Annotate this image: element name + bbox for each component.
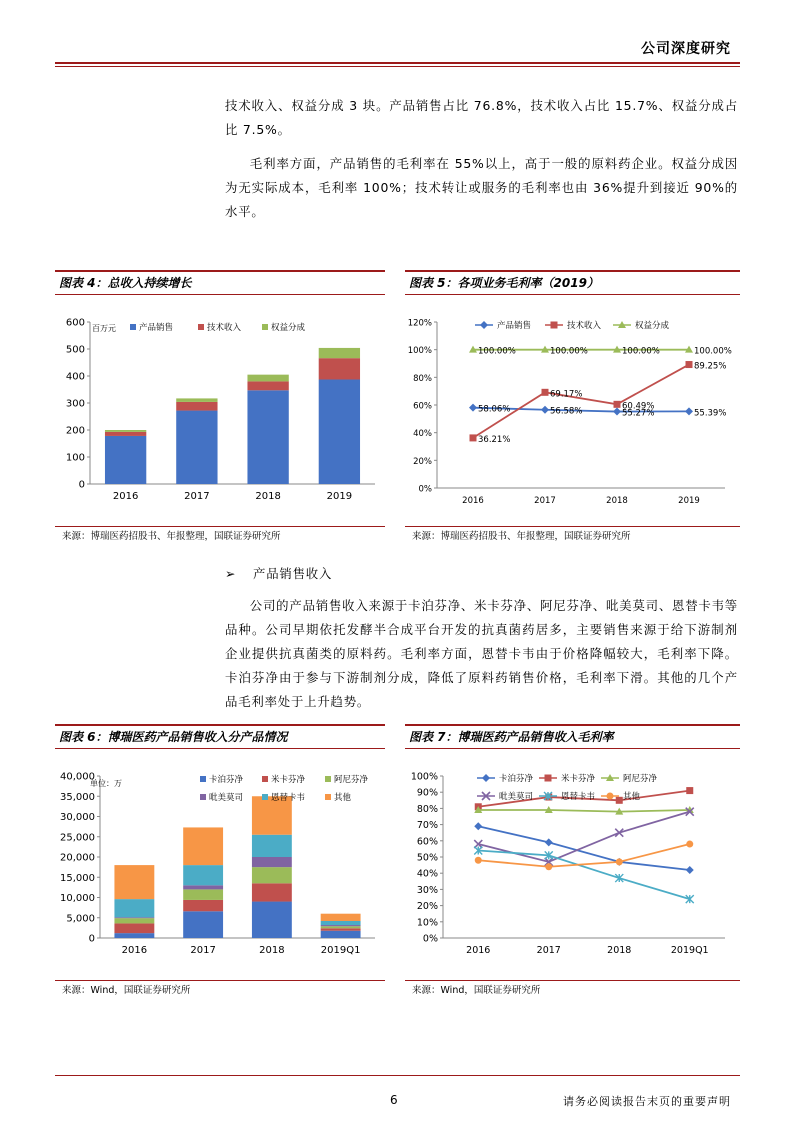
bar-segment	[176, 398, 217, 402]
bar-segment	[183, 889, 223, 900]
fig4-source: 来源：博瑞医药招股书、年报整理，国联证券研究所	[62, 531, 281, 542]
legend-swatch	[262, 776, 268, 782]
y-tick-label: 0%	[418, 484, 432, 495]
disclaimer-note: 请务必阅读报告末页的重要声明	[563, 1095, 731, 1108]
fig5-bottom-rule	[405, 526, 740, 527]
y-tick-label: 10%	[416, 917, 438, 929]
y-tick-label: 25,000	[60, 832, 95, 844]
y-tick-label: 30%	[416, 884, 438, 896]
bar-segment	[176, 402, 217, 411]
legend-label: 权益分成	[635, 321, 670, 331]
x-tick-label: 2019	[678, 496, 700, 506]
bar-segment	[247, 381, 288, 390]
x-tick-label: 2019Q1	[670, 945, 709, 956]
y-tick-label: 0%	[422, 933, 438, 945]
y-tick-label: 20,000	[60, 852, 95, 864]
unit-label: 百万元	[92, 324, 116, 333]
paragraph-revenue-share: 技术收入、权益分成 3 块。产品销售占比 76.8%，技术收入占比 15.7%、权益分成占比 7.5%。	[225, 98, 738, 137]
fig7-bottom-rule	[405, 980, 740, 981]
legend-label: 恩替卡韦	[271, 793, 306, 803]
paragraph-product-sales: 公司的产品销售收入来源于卡泊芬净、米卡芬净、阿尼芬净、吡美莫司、恩替卡韦等品种。公司早期依托发酵半合成平台开发的抗真菌药居多，主要销售来源于给下游制剂企业提供抗真菌类的原料药。毛利率方面，恩替卡韦由于价格降幅较大，毛利率下降。卡泊芬净由于参与下游制剂分成，降低了原料药销售价格，毛利率下滑。其他的几个产品毛利率处于上升趋势。	[225, 598, 738, 709]
bar-segment	[105, 432, 146, 436]
bar-segment	[105, 430, 146, 432]
data-point	[685, 407, 693, 415]
y-tick-label: 40%	[413, 429, 432, 440]
data-point	[686, 787, 693, 794]
bar-segment	[252, 902, 292, 938]
fig7-source: 来源：Wind，国联证券研究所	[412, 985, 541, 996]
bar-segment	[252, 883, 292, 901]
data-point	[469, 404, 477, 412]
legend-label: 阿尼芬净	[623, 774, 658, 784]
y-tick-label: 90%	[416, 787, 438, 799]
y-tick-label: 35,000	[60, 791, 95, 803]
y-tick-label: 100	[65, 452, 85, 464]
bar-segment	[321, 931, 361, 938]
legend-swatch	[325, 776, 331, 782]
x-tick-label: 2018	[255, 491, 281, 502]
legend-label: 卡泊芬净	[209, 775, 244, 785]
legend-marker	[480, 321, 488, 329]
bar-segment	[319, 380, 360, 484]
y-tick-label: 10,000	[60, 893, 95, 904]
x-tick-label: 2017	[190, 945, 216, 956]
legend-swatch	[200, 794, 206, 800]
data-point	[474, 822, 482, 830]
legend-label: 卡泊芬净	[499, 774, 534, 784]
legend-label: 技术收入	[567, 321, 602, 331]
data-label: 55.39%	[694, 408, 727, 419]
bar-segment	[252, 867, 292, 883]
unit-label: 单位：万	[90, 779, 122, 788]
bar-segment	[321, 928, 361, 930]
y-tick-label: 200	[65, 425, 85, 437]
y-tick-label: 5,000	[66, 913, 95, 925]
bar-segment	[114, 865, 154, 899]
y-tick-label: 0	[88, 933, 95, 945]
data-point	[470, 434, 477, 441]
fig6-title-rule	[55, 748, 385, 749]
legend-swatch	[262, 794, 268, 800]
data-point	[616, 797, 623, 804]
bar-segment	[321, 926, 361, 928]
series-line	[478, 810, 690, 812]
legend-label: 米卡芬净	[271, 775, 306, 785]
fig5-title-rule	[405, 294, 740, 295]
legend-label: 技术收入	[207, 323, 242, 333]
fig6-source: 来源：Wind，国联证券研究所	[62, 985, 191, 996]
y-tick-label: 70%	[416, 820, 438, 832]
legend-marker	[545, 775, 552, 782]
y-tick-label: 80%	[416, 803, 438, 815]
y-tick-label: 15,000	[60, 872, 95, 884]
y-tick-label: 20%	[413, 456, 432, 467]
y-tick-label: 300	[65, 398, 85, 410]
y-tick-label: 60%	[413, 401, 432, 412]
x-tick-label: 2017	[184, 491, 210, 502]
y-tick-label: 60%	[416, 836, 438, 848]
series-line	[473, 365, 689, 438]
fig7-title: 图表 7：博瑞医药产品销售收入毛利率	[409, 730, 614, 744]
bar-segment	[114, 917, 154, 918]
data-point	[613, 408, 621, 416]
y-tick-label: 50%	[416, 852, 438, 864]
fig4-bottom-rule	[55, 526, 385, 527]
fig5-title: 图表 5：各项业务毛利率（2019）	[409, 276, 599, 290]
series-line	[478, 812, 690, 862]
x-tick-label: 2018	[607, 945, 632, 956]
footer-divider	[55, 1075, 740, 1076]
bar-segment	[321, 925, 361, 926]
data-point	[686, 866, 694, 874]
bar-segment	[114, 933, 154, 938]
x-tick-label: 2019Q1	[320, 945, 361, 956]
legend-label: 其他	[623, 792, 641, 802]
data-label: 69.17%	[550, 389, 583, 400]
x-tick-label: 2017	[536, 945, 561, 956]
bar-segment	[183, 827, 223, 865]
bar-segment	[176, 411, 217, 484]
legend-label: 其他	[334, 793, 352, 803]
x-tick-label: 2016	[112, 491, 139, 502]
page-number: 6	[390, 1093, 398, 1107]
y-tick-label: 0	[78, 479, 85, 491]
x-tick-label: 2016	[121, 945, 148, 956]
section-bullet	[225, 564, 332, 582]
y-tick-label: 20%	[416, 901, 438, 913]
data-point	[545, 838, 553, 846]
data-point	[475, 857, 482, 864]
legend-marker	[551, 322, 558, 329]
y-tick-label: 40%	[416, 868, 438, 880]
series-line	[478, 851, 690, 900]
data-point	[686, 361, 693, 368]
bar-segment	[183, 885, 223, 889]
y-tick-label: 100%	[410, 771, 438, 783]
y-tick-label: 400	[65, 371, 85, 383]
data-label: 100.00%	[694, 346, 732, 357]
paragraph-gross-margin: 毛利率方面，产品销售的毛利率在 55%以上，高于一般的原料药企业。权益分成因为无实际成本，毛利率 100%；技术转让或服务的毛利率也由 36%提升到接近 90%的水平。	[225, 156, 738, 219]
fig4-chart	[55, 300, 385, 522]
legend-label: 阿尼芬净	[334, 775, 369, 785]
bullet-arrow-icon: ➢	[225, 566, 237, 581]
bar-segment	[105, 436, 146, 484]
fig6-bottom-rule	[55, 980, 385, 981]
x-tick-label: 2016	[466, 945, 491, 956]
legend-label: 产品销售	[139, 323, 174, 333]
legend-label: 恩替卡韦	[561, 792, 596, 802]
data-label: 55.27%	[622, 408, 655, 419]
bar-segment	[183, 865, 223, 885]
data-point	[542, 389, 549, 396]
bar-segment	[247, 390, 288, 484]
y-tick-label: 600	[65, 317, 85, 329]
legend-label: 米卡芬净	[561, 774, 596, 784]
x-tick-label: 2019	[326, 491, 353, 502]
y-tick-label: 80%	[413, 373, 432, 384]
bar-segment	[114, 923, 154, 933]
bar-segment	[183, 911, 223, 938]
data-label: 100.00%	[550, 346, 588, 357]
legend-swatch	[262, 324, 268, 330]
fig4-title-rule	[55, 294, 385, 295]
legend-swatch	[130, 324, 136, 330]
x-tick-label: 2018	[259, 945, 285, 956]
header-divider-thin	[55, 66, 740, 67]
legend-swatch	[198, 324, 204, 330]
bar-segment	[252, 835, 292, 857]
bar-segment	[252, 857, 292, 867]
fig7-chart	[405, 754, 740, 976]
legend-label: 权益分成	[271, 323, 306, 333]
fig7-title-rule	[405, 748, 740, 749]
data-label: 36.21%	[478, 434, 511, 445]
fig5-chart	[405, 300, 740, 522]
fig5-source: 来源：博瑞医药招股书、年报整理，国联证券研究所	[412, 531, 631, 542]
data-label: 100.00%	[478, 346, 516, 357]
y-tick-label: 30,000	[60, 812, 95, 823]
fig4-title: 图表 4：总收入持续增长	[59, 276, 192, 290]
fig6-title: 图表 6：博瑞医药产品销售收入分产品情况	[59, 730, 288, 744]
y-tick-label: 120%	[407, 318, 432, 329]
data-point	[616, 858, 623, 865]
bar-segment	[247, 375, 288, 382]
section-heading: 产品销售收入	[253, 566, 333, 581]
legend-label: 吡美莫司	[209, 793, 244, 803]
data-label: 100.00%	[622, 346, 660, 357]
bar-segment	[114, 918, 154, 923]
bar-segment	[183, 900, 223, 911]
legend-marker	[607, 793, 614, 800]
fig6-chart	[55, 754, 385, 976]
data-label: 58.06%	[478, 404, 511, 415]
y-tick-label: 500	[65, 344, 85, 356]
data-label: 56.58%	[550, 406, 583, 417]
legend-label: 吡美莫司	[499, 792, 534, 802]
header-divider	[55, 62, 740, 64]
data-point	[614, 401, 621, 408]
x-tick-label: 2017	[534, 496, 556, 506]
bar-segment	[321, 914, 361, 921]
bar-segment	[319, 358, 360, 379]
y-tick-label: 40,000	[60, 771, 95, 783]
report-type-title: 公司深度研究	[641, 41, 731, 57]
x-tick-label: 2018	[606, 496, 628, 506]
data-label: 60.49%	[622, 401, 655, 412]
y-tick-label: 100%	[407, 346, 432, 357]
legend-label: 产品销售	[497, 321, 532, 331]
bar-segment	[114, 899, 154, 917]
data-point	[686, 841, 693, 848]
bar-segment	[319, 348, 360, 358]
legend-swatch	[200, 776, 206, 782]
data-label: 89.25%	[694, 361, 727, 372]
data-point	[541, 406, 549, 414]
x-tick-label: 2016	[462, 496, 484, 506]
data-point	[545, 863, 552, 870]
legend-swatch	[325, 794, 331, 800]
bar-segment	[321, 921, 361, 925]
legend-marker	[482, 774, 490, 782]
